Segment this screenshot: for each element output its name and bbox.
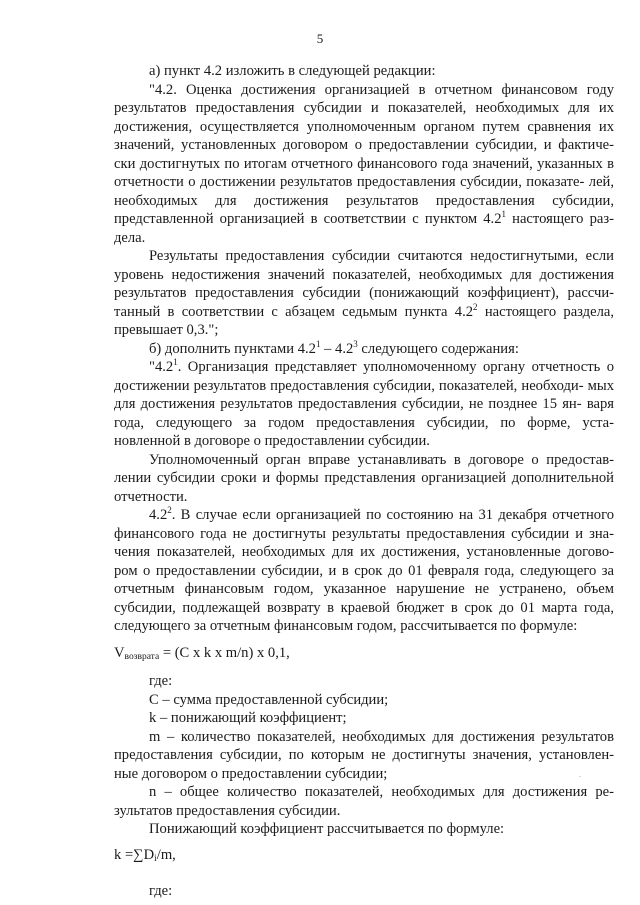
coefficient-formula: $k =\sum D_i/m$, <box>114 846 176 864</box>
refund-formula: $V_{возврата} = (С$ x k x m/n) x 0,1, <box>114 644 290 662</box>
definition-k: k – понижающий коэффициент; <box>149 710 347 726</box>
definition-m: m – количество показателей, необходимых для достижения результатов предоставления субсидии, по которым не достигнуты значения, установлен- ные договором о предоставлении субсидии; <box>114 728 614 782</box>
paragraph-4-2-1: "$4.2^1$. Организация представляет уполномоченному органу отчетность о достижении результатов предоставления субсидии, показателей, необходи- мых для достижения результатов предоставления субсидии, не позднее 15 ян- варя года, следующего за годом предоставления субсидии, по форме, уста- новленной в договоре о предоставлении субсидии. <box>114 357 614 449</box>
paragraph-4-2-2: $4.2^2$. В случае если организацией по состоянию на 31 декабря отчетного финансового года не достигнуты результаты предоставления субсидии и зна- чения показателей, необходимых для их достижения, установленные догово- ром о предоставлении субсидии, и в срок до 01 февраля года, следующего за отчетным финансовым годом, указанное нарушение не устранено, объем субсидии, подлежащей возврату в краевой бюджет в срок до 01 марта года, следующего за отчетным финансовым годом, рассчитывается по формуле: <box>114 505 614 634</box>
paragraph-4-2: "4.2. Оценка достижения организацией в отчетном финансовом году результатов предоставления субсидии и показателей, необходимых для их достижения, осуществляется уполномоченным органом путем сравнения их значений, установленных договором о предоставлении субсидии, и фактиче- ски достигнутых по итогам отчетного финансового года значений, указанных в отчетности о достижении результатов предоставления субсидии, показате- лей, необходимых для достижения результатов предоставления субсидии, представленной организацией в соответствии с пунктом $4.2^1$ настоящего раз- дела. <box>114 81 614 246</box>
paragraph-reporting: Уполномоченный орган вправе устанавливать в договоре о предостав- лении субсидии сроки и формы представления организацией дополнительной отчетности. <box>114 451 614 505</box>
where-label: где: <box>149 673 173 689</box>
coefficient-intro: Понижающий коэффициент рассчитывается по формуле: <box>149 821 505 837</box>
document-body <box>114 62 614 901</box>
scan-mark: . <box>579 770 581 779</box>
item-b: б) дополнить пунктами $4.2^1 - 4.2^3$ следующего содержания: <box>149 338 519 357</box>
item-a: а) пункт 4.2 изложить в следующей редакции: <box>149 63 436 79</box>
paragraph-results: Результаты предоставления субсидии считаются недостигнутыми, если уровень недостижения значений показателей, необходимых для достижения результатов предоставления субсидии (понижающий коэффициент), рассчи- танный в соответствии с абзацем седьмым пункта $4.2^2$ настоящего раздела, превышает 0,3."; <box>114 248 614 338</box>
definition-n: n – общее количество показателей, необходимых для достижения ре- зультатов предоставления субсидии. <box>114 784 614 819</box>
where-label-2: где: <box>149 883 173 899</box>
definition-c: С – сумма предоставленной субсидии; <box>149 691 389 708</box>
page-number: 5 <box>316 31 324 46</box>
